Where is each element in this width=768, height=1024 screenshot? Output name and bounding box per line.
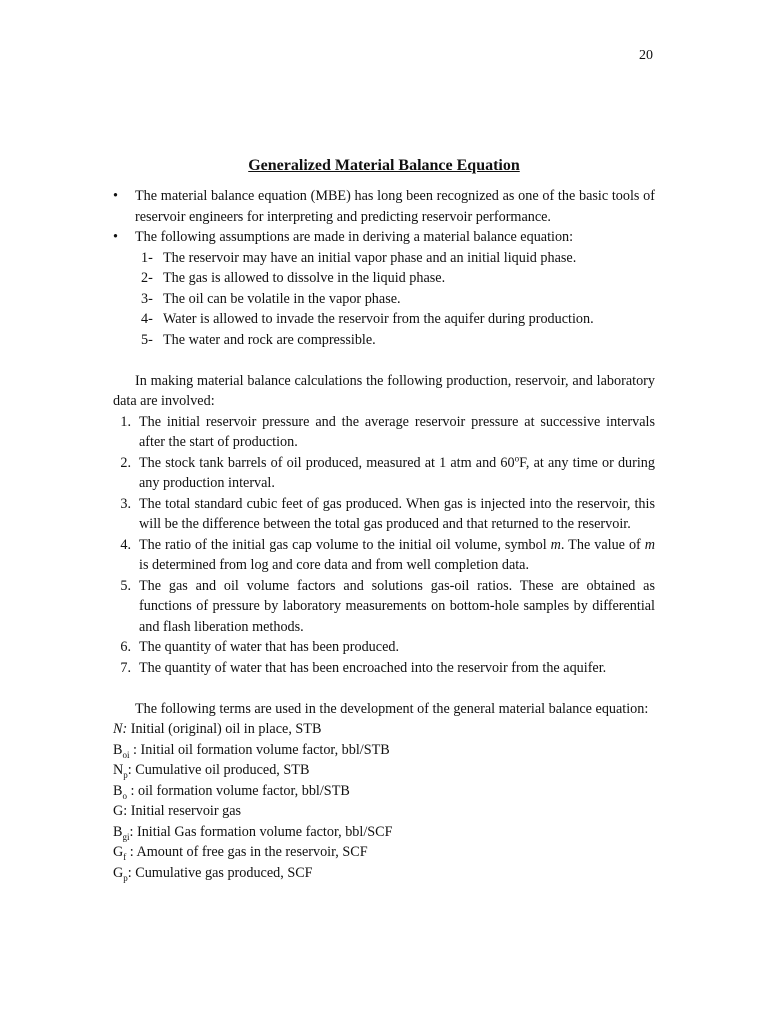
terms-list <box>113 719 655 883</box>
data-item: 2. The stock tank barrels of oil produced, measured at 1 atm and 60$^o$F, at any time or during any production interval. <box>120 452 655 491</box>
assumption-item: 5- The water and rock are compressible. <box>141 331 376 348</box>
assumption-item: 4- Water is allowed to invade the reservoir from the aquifer during production. <box>141 311 594 327</box>
term-item: $N_p$: Cumulative oil produced, STB <box>113 762 310 780</box>
term-item: N: Initial (original) oil in place, STB <box>113 721 322 737</box>
assumption-item: 1- The reservoir may have an initial vapor phase and an initial liquid phase. <box>141 249 577 266</box>
data-list <box>113 412 655 679</box>
assumption-item: 3- The oil can be volatile in the vapor phase. <box>141 290 401 307</box>
document-body <box>113 186 655 883</box>
page-title: Generalized Material Balance Equation <box>248 157 520 174</box>
assumption-list <box>135 248 655 351</box>
data-item: 3. The total standard cubic feet of gas produced. When gas is injected into the reservoir, this will be the difference between the total gas produced and that returned to the reservoir. <box>120 495 655 532</box>
data-item: 6. The quantity of water that has been produced. <box>120 639 400 655</box>
data-item: 7. The quantity of water that has been encroached into the reservoir from the aquifer. <box>120 659 607 676</box>
page-number: 20 <box>639 48 653 63</box>
term-item: G: Initial reservoir gas <box>113 803 242 819</box>
data-item: 5. The gas and oil volume factors and solutions gas-oil ratios. These are obtained as functions of pressure by laboratory measurements on bottom-hole samples by differential and flash liberation methods. <box>120 577 655 635</box>
data-item: 1. The initial reservoir pressure and the average reservoir pressure at successive intervals after the start of production. <box>120 413 655 450</box>
bullet-item: • The material balance equation (MBE) has long been recognized as one of the basic tools of reservoir engineers for interpreting and predicting reservoir performance. <box>113 186 655 227</box>
term-item: $B_o$ : oil formation volume factor, bbl/STB <box>113 782 350 801</box>
assumption-item: 2- The gas is allowed to dissolve in the liquid phase. <box>141 270 446 286</box>
bullet-item: • The following assumptions are made in deriving a material balance equation: 1- The reservoir may have an initial vapor phase and an initial liquid phase. 2- The gas is allowed to dissolve in the liquid phase. 3- The oil can be volatile in the vapor phase. 4- Water is allowed to invade the reservoir from the aquifer during production. 5- The water and rock are compressible. <box>113 227 655 350</box>
terms-intro: The following terms are used in the development of the general material balance equation: <box>135 700 649 717</box>
term-item: $B_{gi}$: Initial Gas formation volume factor, bbl/SCF <box>113 823 393 842</box>
term-item: $G_p$: Cumulative gas produced, SCF <box>113 864 313 883</box>
term-item: $B_{oi}$ : Initial oil formation volume factor, bbl/STB <box>113 741 390 760</box>
intro-paragraph: In making material balance calculations the following production, reservoir, and laboratory data are involved: <box>113 372 655 409</box>
term-item: $G_f$ : Amount of free gas in the reservoir, SCF <box>113 844 368 862</box>
data-item: 4. The ratio of the initial gas cap volume to the initial oil volume, symbol m. The value of m is determined from log and core data and from well completion data. <box>120 536 656 573</box>
bullet-list <box>113 186 655 350</box>
